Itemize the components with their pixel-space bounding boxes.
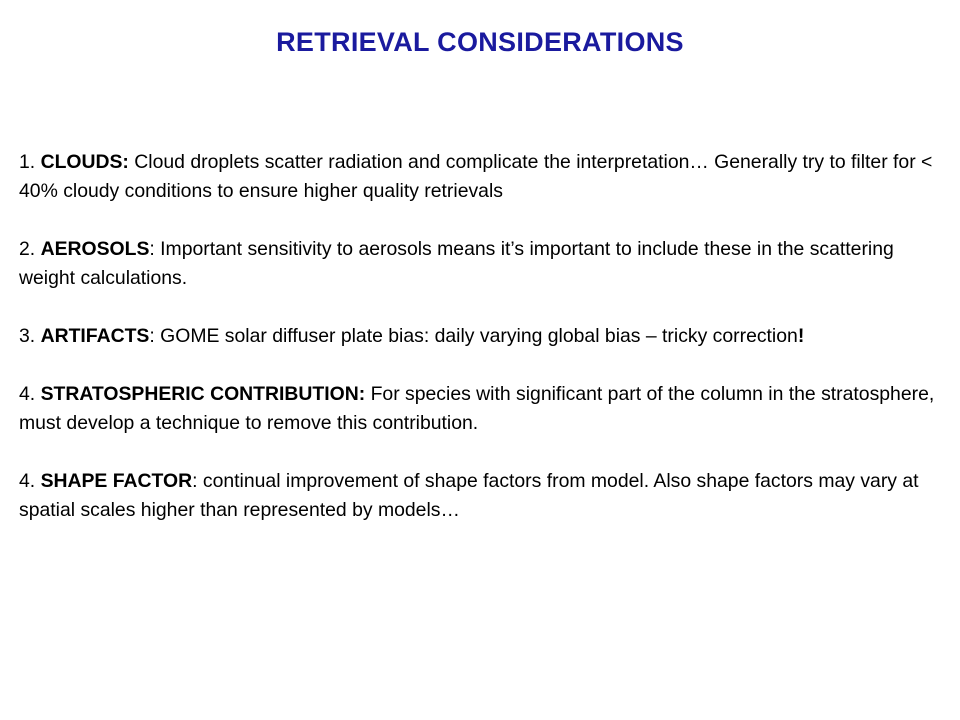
item-tail: ! [797, 325, 805, 347]
item-text: : Important sensitivity to aerosols means it’s important to include these in the scattering weight calculations. [19, 238, 894, 289]
list-item-artifacts [19, 322, 949, 351]
item-number: 2. [19, 238, 41, 260]
list-item-aerosols [19, 235, 949, 293]
list-item-shape-factor [19, 467, 949, 525]
item-text: : continual improvement of shape factors from model. Also shape factors may vary at spatial scales higher than represented by models… [19, 470, 919, 521]
item-heading: SHAPE FACTOR [40, 470, 193, 492]
list-item-clouds [19, 148, 949, 206]
item-heading: ARTIFACTS [40, 325, 150, 347]
considerations-list [19, 148, 949, 554]
item-heading: STRATOSPHERIC CONTRIBUTION: [40, 383, 366, 405]
item-text: For species with significant part of the column in the stratosphere, must develop a technique to remove this contribution. [19, 383, 935, 434]
list-item-stratospheric-contribution [19, 380, 949, 438]
item-heading: AEROSOLS [40, 238, 150, 260]
item-number: 1. [19, 151, 41, 173]
item-number: 3. [19, 325, 41, 347]
item-text: Cloud droplets scatter radiation and complicate the interpretation… Generally try to filter for < 40% cloudy conditions to ensure higher quality retrievals [19, 151, 933, 202]
item-text: : GOME solar diffuser plate bias: daily varying global bias – tricky correction [149, 325, 798, 347]
item-number: 4. [19, 470, 41, 492]
item-number: 4. [19, 383, 41, 405]
slide-title: RETRIEVAL CONSIDERATIONS [276, 27, 684, 57]
item-heading: CLOUDS: [40, 151, 129, 173]
